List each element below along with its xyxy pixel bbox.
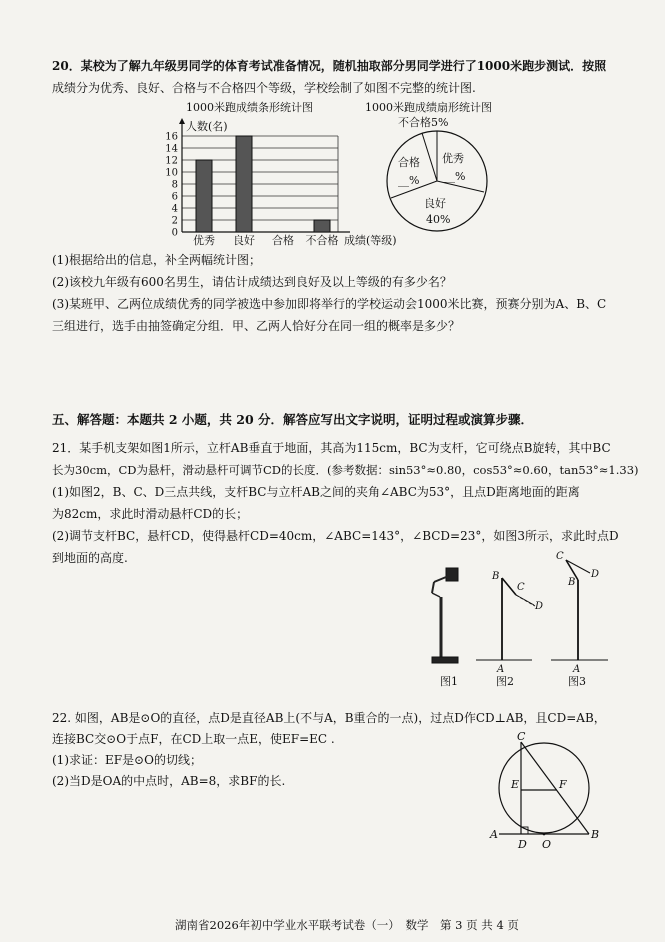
- fig1-label: 图1: [440, 675, 458, 688]
- fig3-pt-D: D: [591, 569, 600, 580]
- fig2-pt-A: A: [497, 664, 505, 675]
- q22-line3: (1)求证：EF是⊙O的切线；: [52, 753, 202, 767]
- figure-3: [551, 560, 608, 660]
- pie-chart-title: 1000米跑成绩扇形统计图: [365, 101, 492, 114]
- bar-优秀: [196, 160, 212, 232]
- q22-pt-E: E: [511, 778, 520, 791]
- q22-pt-F: F: [559, 778, 567, 791]
- fig3-pt-B: B: [568, 577, 576, 588]
- q20-sub3a: (3)某班甲、乙两位成绩优秀的同学被选中参加即将举行的学校运动会1000米比赛，预赛分别为A、B、C: [52, 297, 607, 311]
- y-tick-label: 6: [171, 191, 178, 203]
- x-category-label: 优秀: [193, 234, 215, 247]
- q22-line2: 连接BC交⊙O于点F，在CD上取一点E，使EF=EC .: [52, 732, 335, 746]
- q22-pt-A: A: [490, 828, 498, 841]
- bar-良好: [236, 136, 252, 232]
- q21-line3: (1)如图2，B、C、D三点共线，支杆BC与立杆AB之间的夹角∠ABC为53°，且点D距离地面的距离: [52, 485, 580, 499]
- section5-heading: 五、解答题：本题共 2 小题，共 20 分．解答应写出文字说明，证明过程或演算步骤．: [52, 412, 534, 427]
- q21-figures: [418, 545, 618, 690]
- pie-label-excellent-pct: __%: [444, 170, 466, 183]
- segment-bc: [521, 742, 589, 834]
- q20-line2: 成绩分为优秀、良好、合格与不合格四个等级，学校绘制了如图不完整的统计图.: [52, 81, 476, 95]
- q21-line1: 21．某手机支架如图1所示，立杆AB垂直于地面，其高为115cm，BC为支杆，它可绕点B旋转，其中BC: [52, 441, 611, 455]
- fig2-pt-B: B: [492, 571, 500, 582]
- pie-divider-2: [422, 133, 437, 181]
- x-axis-label: 成绩(等级): [344, 234, 397, 247]
- bar-chart-title: 1000米跑成绩条形统计图: [186, 101, 313, 114]
- q22-pt-B: B: [591, 828, 600, 841]
- q20-line1: 20．某校为了解九年级男同学的体育考试准备情况，随机抽取部分男同学进行了1000米跑步测试．按照: [52, 59, 607, 73]
- pie-chart: [382, 116, 492, 236]
- q22-pt-C: C: [517, 730, 526, 743]
- pie-label-unqualified: 不合格5%: [398, 116, 449, 129]
- q20-sub3b: 三组进行，选手由抽签确定分组．甲、乙两人恰好分在同一组的概率是多少？: [52, 319, 461, 333]
- q22-pt-D: D: [518, 838, 527, 851]
- pie-label-excellent: 优秀: [442, 152, 464, 165]
- fig3-pt-C: C: [556, 551, 564, 562]
- pie-label-pass: 合格: [398, 156, 420, 169]
- page-footer: 湖南省2026年初中学业水平联考试卷（一） 数学 第 3 页 共 4 页: [175, 918, 519, 932]
- x-category-label: 合格: [272, 234, 294, 247]
- q22-circle-figure: [484, 728, 606, 856]
- fig3-label: 图3: [568, 675, 586, 688]
- q21-line2: 长为30cm，CD为悬杆，滑动悬杆可调节CD的长度．(参考数据：sin53°≈0.80，cos53°≈0.60，tan53°≈1.33): [52, 463, 639, 477]
- figure-1-phone-stand: [432, 568, 458, 663]
- pie-label-good: 良好: [424, 197, 446, 210]
- q21-line6: 到地面的高度.: [52, 551, 128, 565]
- q22-pt-O: O: [542, 838, 552, 851]
- bar-chart: [150, 116, 410, 248]
- y-tick-label: 10: [165, 167, 178, 179]
- y-tick-label: 2: [171, 215, 178, 227]
- pie-label-pass-pct: __%: [398, 174, 420, 187]
- y-tick-label: 16: [165, 131, 178, 143]
- fig3-pt-A: A: [573, 664, 581, 675]
- q20-sub2: (2)该校九年级有600名男生，请估计成绩达到良好及以上等级的有多少名？: [52, 275, 452, 289]
- x-category-label: 不合格: [305, 234, 339, 247]
- y-axis-arrow: [179, 118, 185, 124]
- y-axis-label: 人数(名): [186, 120, 228, 133]
- y-tick-label: 4: [171, 203, 178, 215]
- center-dot: [543, 833, 546, 836]
- fig2-pt-D: D: [535, 601, 544, 612]
- q20-sub1: (1)根据给出的信息，补全两幅统计图；: [52, 253, 261, 267]
- y-tick-label: 8: [171, 179, 178, 191]
- fig2-pt-C: C: [517, 582, 525, 593]
- q22-line4: (2)当D是OA的中点时，AB=8，求BF的长.: [52, 774, 286, 788]
- fig2-label: 图2: [496, 675, 514, 688]
- y-tick-label: 12: [165, 155, 178, 167]
- q21-line4: 为82cm，求此时滑动悬杆CD的长；: [52, 507, 249, 521]
- q22-line1: 22. 如图，AB是⊙O的直径，点D是直径AB上(不与A，B重合的一点)，过点D作CD⊥AB，且CD=AB，: [52, 711, 606, 725]
- q21-line5: (2)调节支杆BC，悬杆CD，使得悬杆CD=40cm，∠ABC=143°，∠BCD=23°，如图3所示，求此时点D: [52, 529, 619, 543]
- pie-label-good-pct: 40%: [426, 213, 451, 226]
- y-tick-label: 0: [171, 227, 178, 239]
- figure-2: [476, 578, 535, 660]
- bar-不合格: [314, 220, 330, 232]
- y-tick-label: 14: [165, 143, 178, 155]
- x-category-label: 良好: [233, 234, 255, 247]
